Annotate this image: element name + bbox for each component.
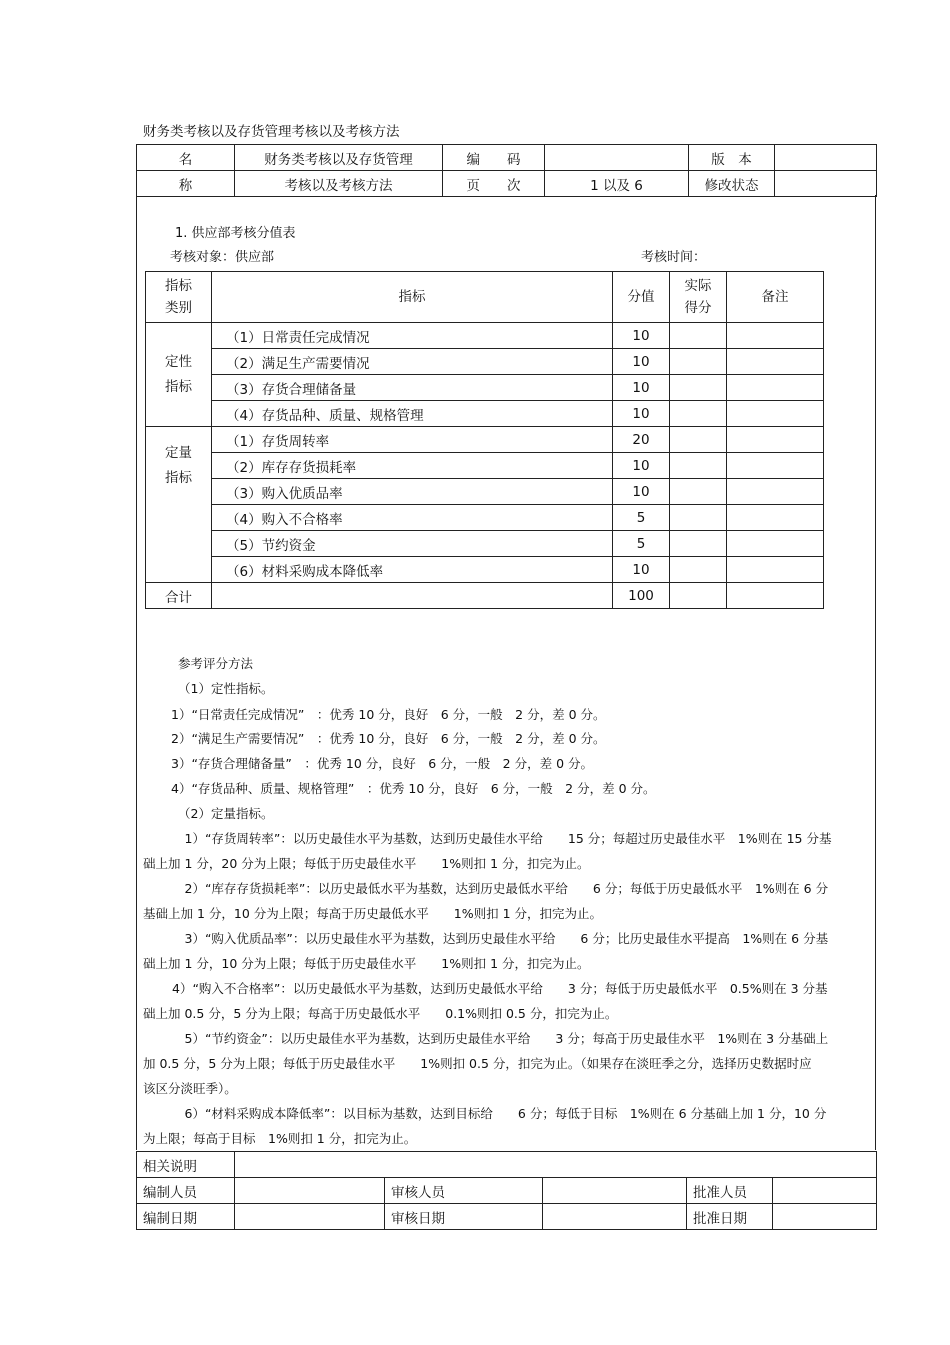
approve-date-label: 批准日期 [687,1204,773,1230]
qualitative-rule: 3）“存货合理储备量” ：优秀 10 分，良好 6 分，一般 2 分，差 0 分。 [171,756,594,771]
document-title: 财务类考核以及存货管理考核以及考核方法 [143,124,400,140]
remark-cell [727,401,824,427]
approver-label: 批准人员 [687,1178,773,1204]
related-notes-value [235,1152,877,1178]
name-value-2: 考核以及考核方法 [235,171,443,197]
page-label: 页 次 [443,171,545,197]
actual-score-cell [670,583,727,609]
category-header: 指标 类别 [146,272,212,323]
actual-score-cell [670,453,727,479]
remark-cell [727,505,824,531]
quantitative-rule-line: 础上加 0.5 分，5 分为上限；每高于历史最低水平 0.1%则扣 0.5 分，扣完为止。 [143,1006,618,1021]
table-row-item: （3）购入优质品率 [212,479,613,505]
review-date-value [543,1204,687,1230]
table-row-score: 10 [613,349,670,375]
editor-label: 编制人员 [137,1178,235,1204]
table-row-score: 20 [613,427,670,453]
actual-score-cell [670,349,727,375]
table-row-item: （3）存货合理储备量 [212,375,613,401]
table-row-item: （2）库存存货损耗率 [212,453,613,479]
qualitative-rule: 1）“日常责任完成情况” ：优秀 10 分，良好 6 分，一般 2 分，差 0 分。 [171,707,606,722]
remark-cell [727,323,824,349]
actual-score-cell [670,531,727,557]
qualitative-category: 定性 指标 [146,323,212,427]
quantitative-rule-line: 2）“库存存货损耗率”：以历史最低水平为基数，达到历史最低水平给 6 分；每低于历史最低水平 1%则在 6 分 [172,881,829,896]
name-value-1: 财务类考核以及存货管理 [235,145,443,171]
review-date-label: 审核日期 [385,1204,543,1230]
indicator-header: 指标 [212,272,613,323]
table-row-item: （1）存货周转率 [212,427,613,453]
table-row-score: 5 [613,505,670,531]
actual-score-cell [670,323,727,349]
reviewer-value [543,1178,687,1204]
score-table [145,271,824,609]
table-row-item: （5）节约资金 [212,531,613,557]
assess-target: 考核对象：供应部 [170,250,275,265]
remark-cell [727,479,824,505]
related-notes-label: 相关说明 [137,1152,235,1178]
remark-cell [727,349,824,375]
table-row-score: 10 [613,375,670,401]
quantitative-rule-line: 础上加 1 分，20 分为上限；每低于历史最佳水平 1%则扣 1 分，扣完为止。 [143,856,590,871]
quantitative-rule-line: 加 0.5 分，5 分为上限；每低于历史最佳水平 1%则扣 0.5 分，扣完为止。（如果存在淡旺季之分，选择历史数据时应 [143,1056,812,1071]
quantitative-rule-line: 3）“购入优质品率”：以历史最佳水平为基数，达到历史最佳水平给 6 分；比历史最佳水平提高 1%则在 6 分基 [172,931,829,946]
table-row-score: 10 [613,323,670,349]
quantitative-rule-line: 础上加 1 分，10 分为上限；每低于历史最佳水平 1%则扣 1 分，扣完为止。 [143,956,590,971]
quantitative-rule-line: 5）“节约资金”：以历史最佳水平为基数，达到历史最佳水平给 3 分；每高于历史最佳水平 1%则在 3 分基础上 [172,1031,829,1046]
actual-score-cell [670,375,727,401]
qualitative-title: （1）定性指标。 [178,681,274,696]
quantitative-rule-line: 该区分淡旺季）。 [143,1081,237,1096]
actual-score-cell [670,401,727,427]
editor-value [235,1178,385,1204]
quantitative-rule-line: 1）“存货周转率”：以历史最佳水平为基数，达到历史最佳水平给 15 分；每超过历史最佳水平 1%则在 15 分基 [172,831,832,846]
total-score: 100 [613,583,670,609]
edit-date-label: 编制日期 [137,1204,235,1230]
quantitative-rule-line: 基础上加 1 分，10 分为上限；每高于历史最低水平 1%则扣 1 分，扣完为止。 [143,906,603,921]
table-row-score: 10 [613,453,670,479]
revision-label: 修改状态 [689,171,775,197]
table-row-score: 10 [613,401,670,427]
remark-cell [727,375,824,401]
name-label-1: 名 [137,145,235,171]
actual-score-header: 实际 得分 [670,272,727,323]
remark-header: 备注 [727,272,824,323]
section-title: 1. 供应部考核分值表 [175,226,296,241]
quantitative-title: （2）定量指标。 [178,806,274,821]
table-row-item: （4）购入不合格率 [212,505,613,531]
table-row-item: （2）满足生产需要情况 [212,349,613,375]
quantitative-rule-line: 4）“购入不合格率”：以历史最低水平为基数，达到历史最低水平给 3 分；每低于历史最低水平 0.5%则在 3 分基 [172,981,828,996]
quantitative-category: 定量 指标 [146,427,212,583]
remark-cell [727,583,824,609]
qualitative-rule: 4）“存货品种、质量、规格管理” ：优秀 10 分，良好 6 分，一般 2 分，差 0 分。 [171,781,656,796]
score-header: 分值 [613,272,670,323]
table-row-item: （4）存货品种、质量、规格管理 [212,401,613,427]
table-row-score: 5 [613,531,670,557]
remark-cell [727,453,824,479]
code-label: 编 码 [443,145,545,171]
revision-value [775,171,877,197]
edit-date-value [235,1204,385,1230]
method-title: 参考评分方法 [178,656,254,671]
quantitative-rule-line: 为上限；每高于目标 1%则扣 1 分，扣完为止。 [143,1131,417,1146]
table-row-score: 10 [613,479,670,505]
approver-value [773,1178,877,1204]
version-value [775,145,877,171]
remark-cell [727,427,824,453]
header-table [136,144,877,197]
total-item-cell [212,583,613,609]
total-label: 合计 [146,583,212,609]
remark-cell [727,531,824,557]
actual-score-cell [670,505,727,531]
assess-time: 考核时间： [641,250,707,265]
version-label: 版 本 [689,145,775,171]
page-value: 1 以及 6 [545,171,689,197]
quantitative-rule-line: 6）“材料采购成本降低率”：以目标为基数，达到目标给 6 分；每低于目标 1%则在 6 分基础上加 1 分，10 分 [172,1106,827,1121]
table-row-item: （6）材料采购成本降低率 [212,557,613,583]
table-row-score: 10 [613,557,670,583]
qualitative-rule: 2）“满足生产需要情况” ：优秀 10 分，良好 6 分，一般 2 分，差 0 分。 [171,731,606,746]
actual-score-cell [670,479,727,505]
approve-date-value [773,1204,877,1230]
actual-score-cell [670,427,727,453]
actual-score-cell [670,557,727,583]
reviewer-label: 审核人员 [385,1178,543,1204]
code-value [545,145,689,171]
name-label-2: 称 [137,171,235,197]
remark-cell [727,557,824,583]
footer-table [136,1151,877,1230]
table-row-item: （1）日常责任完成情况 [212,323,613,349]
